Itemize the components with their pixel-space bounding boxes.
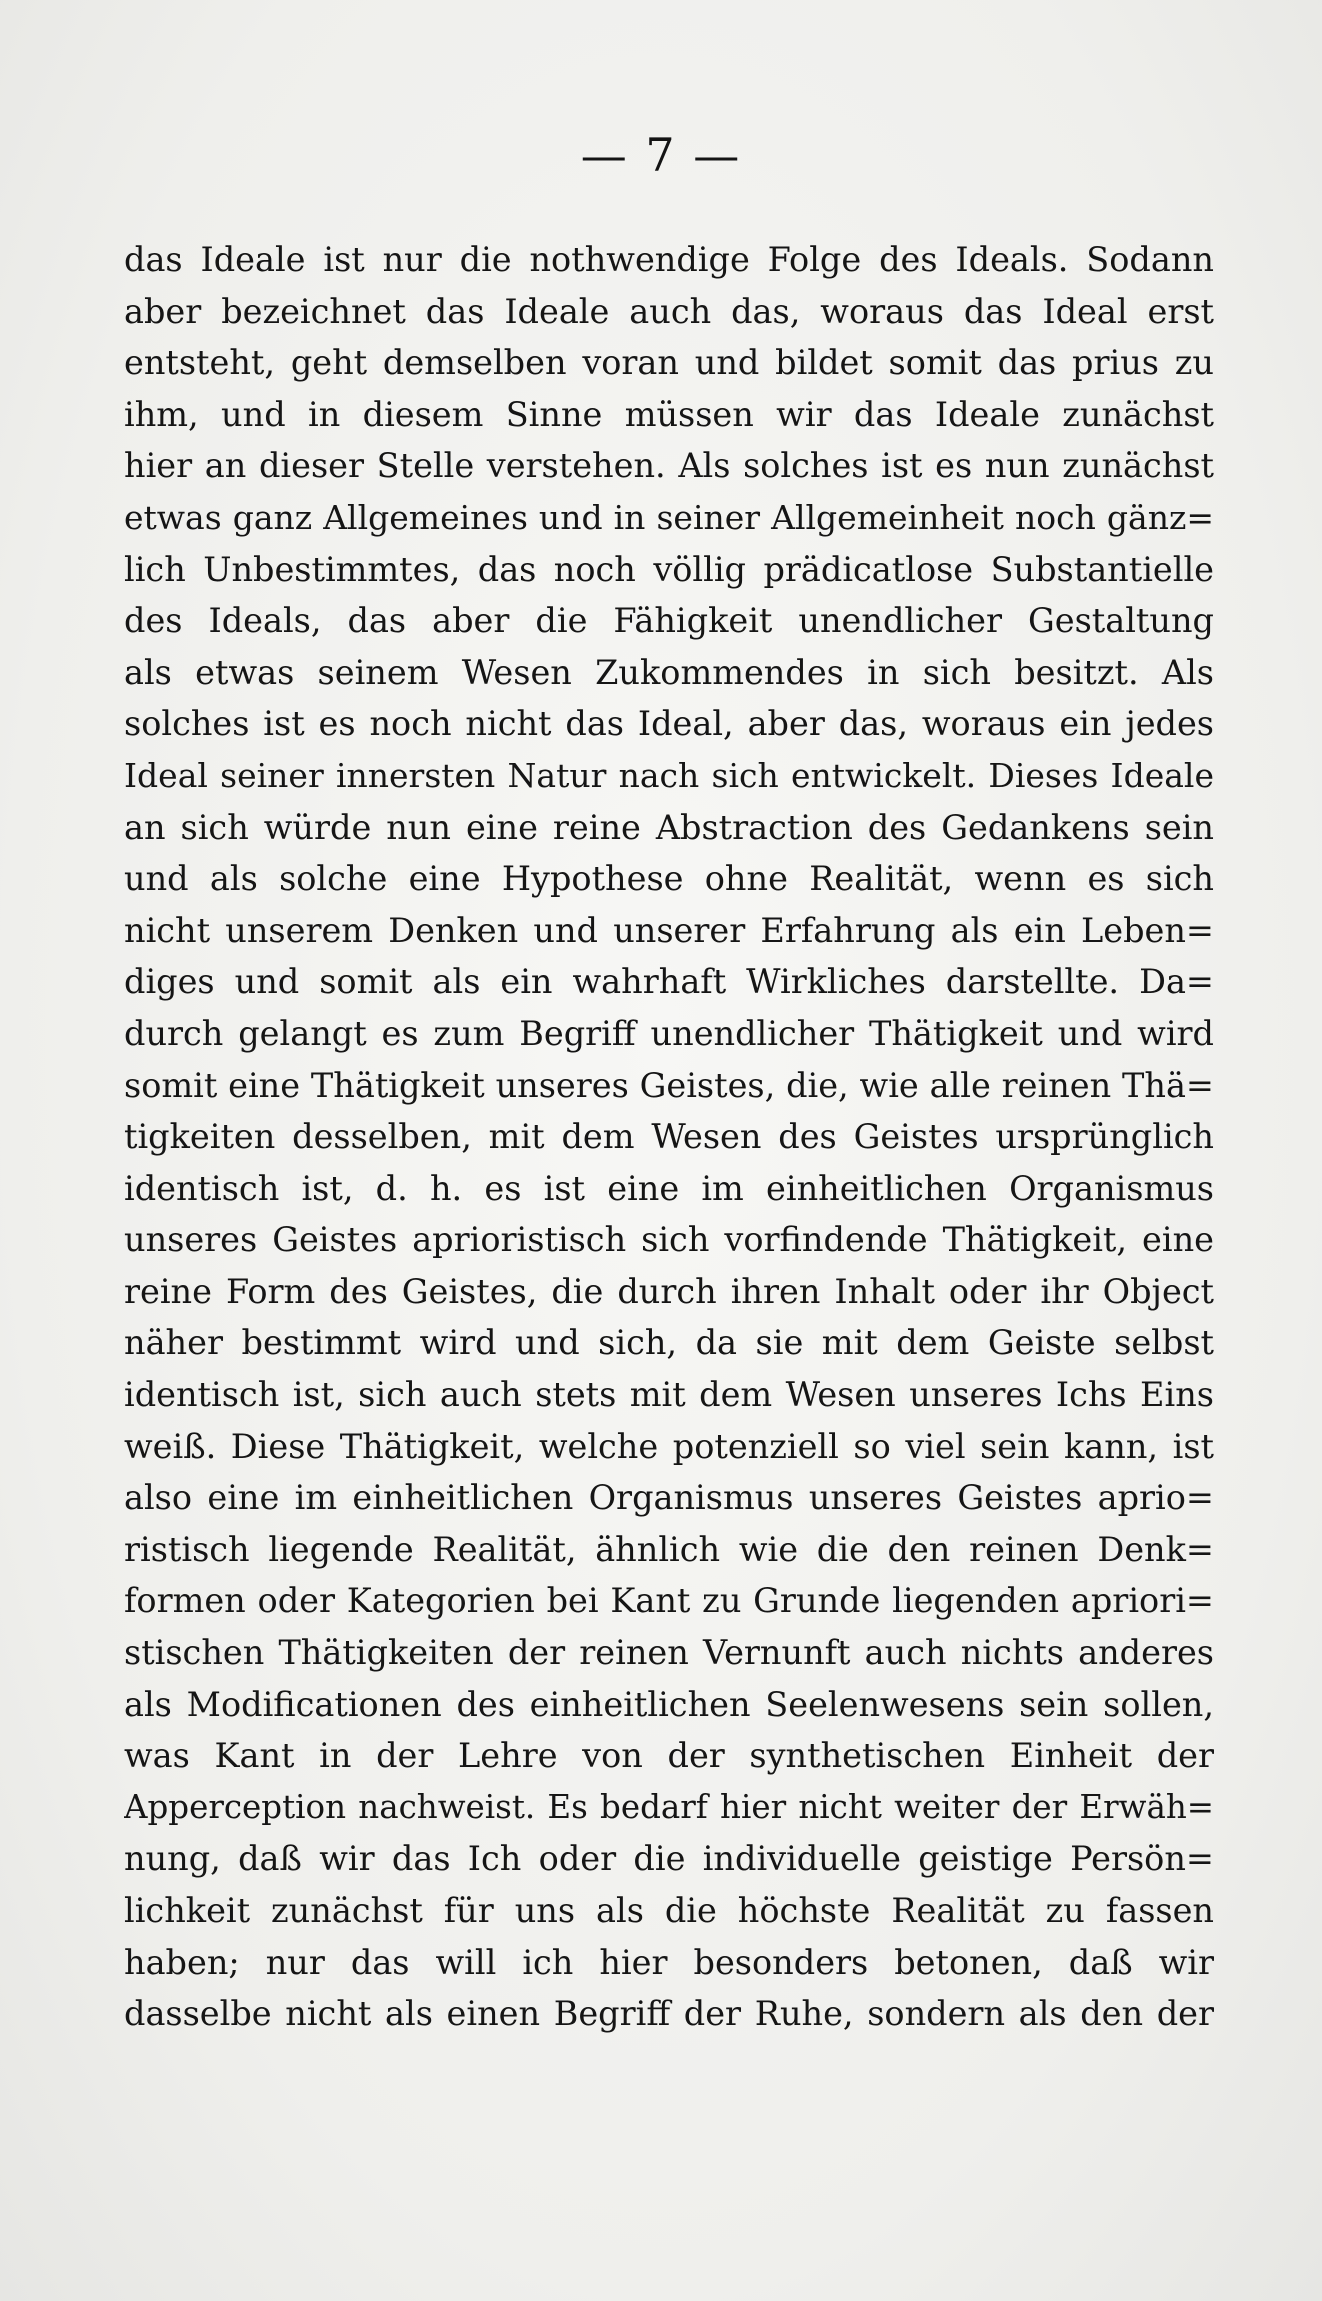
text-line: identisch ist, d. h. es ist eine im einheitlichen Organismus — [124, 1168, 1214, 1208]
text-line: nicht unserem Denken und unserer Erfahrung als ein Leben= — [124, 910, 1214, 950]
text-line: dasselbe nicht als einen Begriff der Ruhe, sondern als den der — [124, 1994, 1214, 2034]
text-line: reine Form des Geistes, die durch ihren Inhalt oder ihr Object — [124, 1271, 1214, 1311]
text-line: solches ist es noch nicht das Ideal, aber das, woraus ein jedes — [124, 704, 1214, 744]
text-line: hier an dieser Stelle verstehen. Als solches ist es nun zunächst — [124, 446, 1214, 486]
page-number-header: — 7 — — [580, 128, 742, 182]
text-line: unseres Geistes aprioristisch sich vorfindende Thätigkeit, eine — [124, 1220, 1214, 1260]
text-line: durch gelangt es zum Begriff unendlicher Thätigkeit und wird — [124, 1013, 1214, 1053]
text-line: das Ideale ist nur die nothwendige Folge des Ideals. Sodann — [124, 240, 1214, 279]
text-line: näher bestimmt wird und sich, da sie mit dem Geiste selbst — [124, 1323, 1214, 1363]
text-line: an sich würde nun eine reine Abstraction des Gedankens sein — [124, 807, 1214, 847]
text-line: als etwas seinem Wesen Zukommendes in sich besitzt. Als — [124, 652, 1214, 692]
text-line: etwas ganz Allgemeines und in seiner Allgemeinheit noch gänz= — [124, 497, 1214, 537]
text-line: Ideal seiner innersten Natur nach sich entwickelt. Dieses Ideale — [124, 755, 1214, 795]
body-text — [124, 234, 1214, 2040]
text-line: formen oder Kategorien bei Kant zu Grunde liegenden apriori= — [124, 1581, 1214, 1621]
text-line: entsteht, geht demselben voran und bildet somit das prius zu — [124, 343, 1214, 383]
text-line: ihm, und in diesem Sinne müssen wir das Ideale zunächst — [124, 394, 1214, 434]
text-line: stischen Thätigkeiten der reinen Vernunft auch nichts anderes — [124, 1633, 1214, 1673]
text-line: diges und somit als ein wahrhaft Wirkliches darstellte. Da= — [124, 962, 1214, 1002]
text-line: aber bezeichnet das Ideale auch das, woraus das Ideal erst — [124, 291, 1214, 331]
text-line: lich Unbestimmtes, das noch völlig prädicatlose Substantielle — [124, 549, 1214, 589]
text-line: haben; nur das will ich hier besonders betonen, daß wir — [124, 1942, 1214, 1982]
text-line: als Modificationen des einheitlichen Seelenwesens sein sollen, — [124, 1684, 1214, 1724]
text-line: identisch ist, sich auch stets mit dem Wesen unseres Ichs Eins — [124, 1375, 1214, 1415]
text-line: also eine im einheitlichen Organismus unseres Geistes aprio= — [124, 1478, 1214, 1518]
text-line: und als solche eine Hypothese ohne Realität, wenn es sich — [124, 859, 1214, 899]
text-line: somit eine Thätigkeit unseres Geistes, die, wie alle reinen Thä= — [124, 1065, 1214, 1105]
text-line: Apperception nachweist. Es bedarf hier nicht weiter der Erwäh= — [124, 1787, 1214, 1826]
text-line: weiß. Diese Thätigkeit, welche potenziell so viel sein kann, ist — [124, 1426, 1214, 1466]
text-line: lichkeit zunächst für uns als die höchste Realität zu fassen — [124, 1891, 1214, 1930]
text-line: tigkeiten desselben, mit dem Wesen des Geistes ursprünglich — [124, 1117, 1214, 1157]
text-line: nung, daß wir das Ich oder die individuelle geistige Persön= — [124, 1839, 1214, 1879]
text-line: ristisch liegende Realität, ähnlich wie die den reinen Denk= — [124, 1529, 1214, 1569]
text-line: was Kant in der Lehre von der synthetischen Einheit der — [124, 1736, 1214, 1776]
text-line: des Ideals, das aber die Fähigkeit unendlicher Gestaltung — [124, 601, 1214, 641]
